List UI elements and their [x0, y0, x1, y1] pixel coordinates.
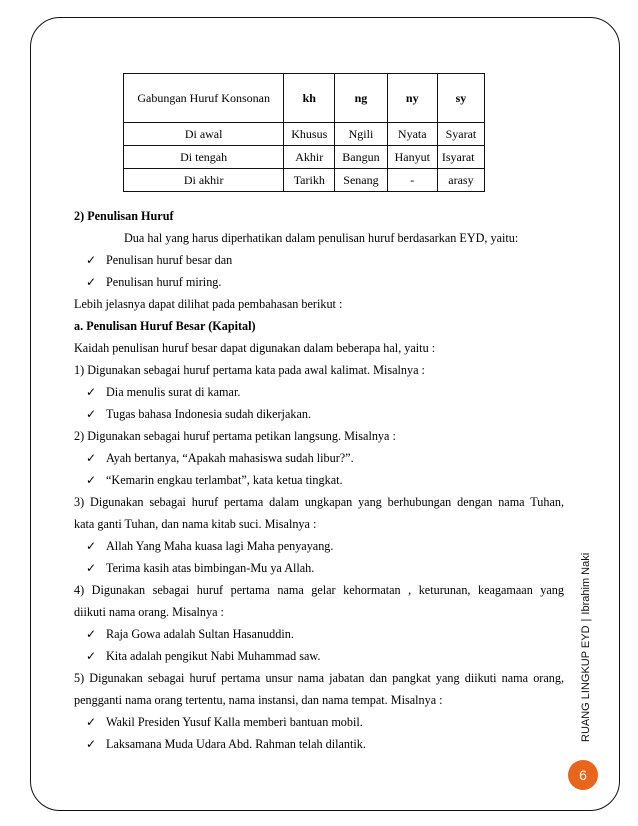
table-cell: Senang: [335, 169, 387, 192]
list-item: [74, 535, 564, 557]
list-item-text: Wakil Presiden Yusuf Kalla memberi bantuan mobil.: [106, 715, 363, 729]
rule-line: 5) Digunakan sebagai huruf pertama unsur nama jabatan dan pangkat yang diikuti nama orang,: [74, 671, 564, 685]
list-item-text: Penulisan huruf besar dan: [106, 253, 233, 267]
table-cell: Nyata: [387, 123, 437, 146]
list-item: [74, 469, 564, 491]
list-item: [74, 381, 564, 403]
rule-line: 2) Digunakan sebagai huruf pertama petikan langsung. Misalnya :: [74, 429, 396, 443]
subsection-heading: a. Penulisan Huruf Besar (Kapital): [74, 319, 256, 333]
table-cell: Isyarat: [437, 146, 484, 169]
list-item: [74, 271, 564, 293]
list-item: [74, 403, 564, 425]
table-cell: Di akhir: [124, 169, 284, 192]
running-header: [580, 553, 592, 742]
list-item: [74, 711, 564, 733]
table-row: [124, 146, 485, 169]
table-cell: Syarat: [437, 123, 484, 146]
table-cell: Akhir: [284, 146, 335, 169]
paragraph-line: Kaidah penulisan huruf besar dapat digunakan dalam beberapa hal, yaitu :: [74, 341, 436, 355]
checkmark-icon: ✓: [86, 627, 97, 641]
checkmark-icon: ✓: [86, 253, 97, 267]
list-item: [74, 557, 564, 579]
rule-line: diikuti nama orang. Misalnya :: [74, 605, 224, 619]
list-item: [74, 645, 564, 667]
table-cell: arasy: [437, 169, 484, 192]
table-cell: Di tengah: [124, 146, 284, 169]
paragraph-line: Lebih jelasnya dapat dilihat pada pembahasan berikut :: [74, 297, 343, 311]
consonant-table: [123, 73, 485, 192]
table-cell: Tarikh: [284, 169, 335, 192]
checkmark-icon: ✓: [86, 715, 97, 729]
list-item-text: Terima kasih atas bimbingan-Mu ya Allah.: [106, 561, 315, 575]
list-item-text: Allah Yang Maha kuasa lagi Maha penyayang.: [106, 539, 334, 553]
running-header-separator: |: [580, 618, 592, 622]
list-item-text: Tugas bahasa Indonesia sudah dikerjakan.: [106, 407, 311, 421]
rule-line: 4) Digunakan sebagai huruf pertama nama gelar kehormatan , keturunan, keagamaan yang: [74, 583, 564, 597]
checkmark-icon: ✓: [86, 539, 97, 553]
table-row: [124, 169, 485, 192]
table-cell: Di awal: [124, 123, 284, 146]
checkmark-icon: ✓: [86, 561, 97, 575]
table-cell: Khusus: [284, 123, 335, 146]
checkmark-icon: ✓: [86, 649, 97, 663]
running-header-title: RUANG LINGKUP EYD: [580, 625, 592, 742]
rule-line: 1) Digunakan sebagai huruf pertama kata pada awal kalimat. Misalnya :: [74, 363, 425, 377]
list-item-text: Raja Gowa adalah Sultan Hasanuddin.: [106, 627, 294, 641]
list-item-text: Kita adalah pengikut Nabi Muhammad saw.: [106, 649, 321, 663]
table-header-cell: kh: [284, 74, 335, 123]
rule-line: 3) Digunakan sebagai huruf pertama dalam ungkapan yang berhubungan dengan nama Tuhan,: [74, 495, 564, 509]
table-header-cell: Gabungan Huruf Konsonan: [124, 74, 284, 123]
section-heading: 2) Penulisan Huruf: [74, 209, 174, 223]
body-text: [74, 205, 564, 755]
table-cell: Hanyut: [387, 146, 437, 169]
paragraph-line: Dua hal yang harus diperhatikan dalam penulisan huruf berdasarkan EYD, yaitu:: [124, 231, 519, 245]
table-cell: -: [387, 169, 437, 192]
table-header-cell: ny: [387, 74, 437, 123]
rule-line: kata ganti Tuhan, dan nama kitab suci. Misalnya :: [74, 517, 317, 531]
list-item: [74, 733, 564, 755]
list-item-text: Penulisan huruf miring.: [106, 275, 222, 289]
list-item-text: “Kemarin engkau terlambat”, kata ketua tingkat.: [106, 473, 343, 487]
list-item: [74, 623, 564, 645]
checkmark-icon: ✓: [86, 385, 97, 399]
list-item-text: Dia menulis surat di kamar.: [106, 385, 241, 399]
table-header-row: [124, 74, 485, 123]
checkmark-icon: ✓: [86, 451, 97, 465]
list-item: [74, 249, 564, 271]
page-number-badge: 6: [568, 760, 598, 790]
table-cell: Ngili: [335, 123, 387, 146]
checkmark-icon: ✓: [86, 407, 97, 421]
list-item: [74, 447, 564, 469]
list-item-text: Laksamana Muda Udara Abd. Rahman telah dilantik.: [106, 737, 366, 751]
table-row: [124, 123, 485, 146]
table-header-cell: sy: [437, 74, 484, 123]
table-header-cell: ng: [335, 74, 387, 123]
checkmark-icon: ✓: [86, 473, 97, 487]
rule-line: pengganti nama orang tertentu, nama instansi, dan nama tempat. Misalnya :: [74, 693, 443, 707]
checkmark-icon: ✓: [86, 275, 97, 289]
checkmark-icon: ✓: [86, 737, 97, 751]
running-header-author: Ibrahim Naki: [580, 552, 592, 615]
list-item-text: Ayah bertanya, “Apakah mahasiswa sudah libur?”.: [106, 451, 354, 465]
table-cell: Bangun: [335, 146, 387, 169]
